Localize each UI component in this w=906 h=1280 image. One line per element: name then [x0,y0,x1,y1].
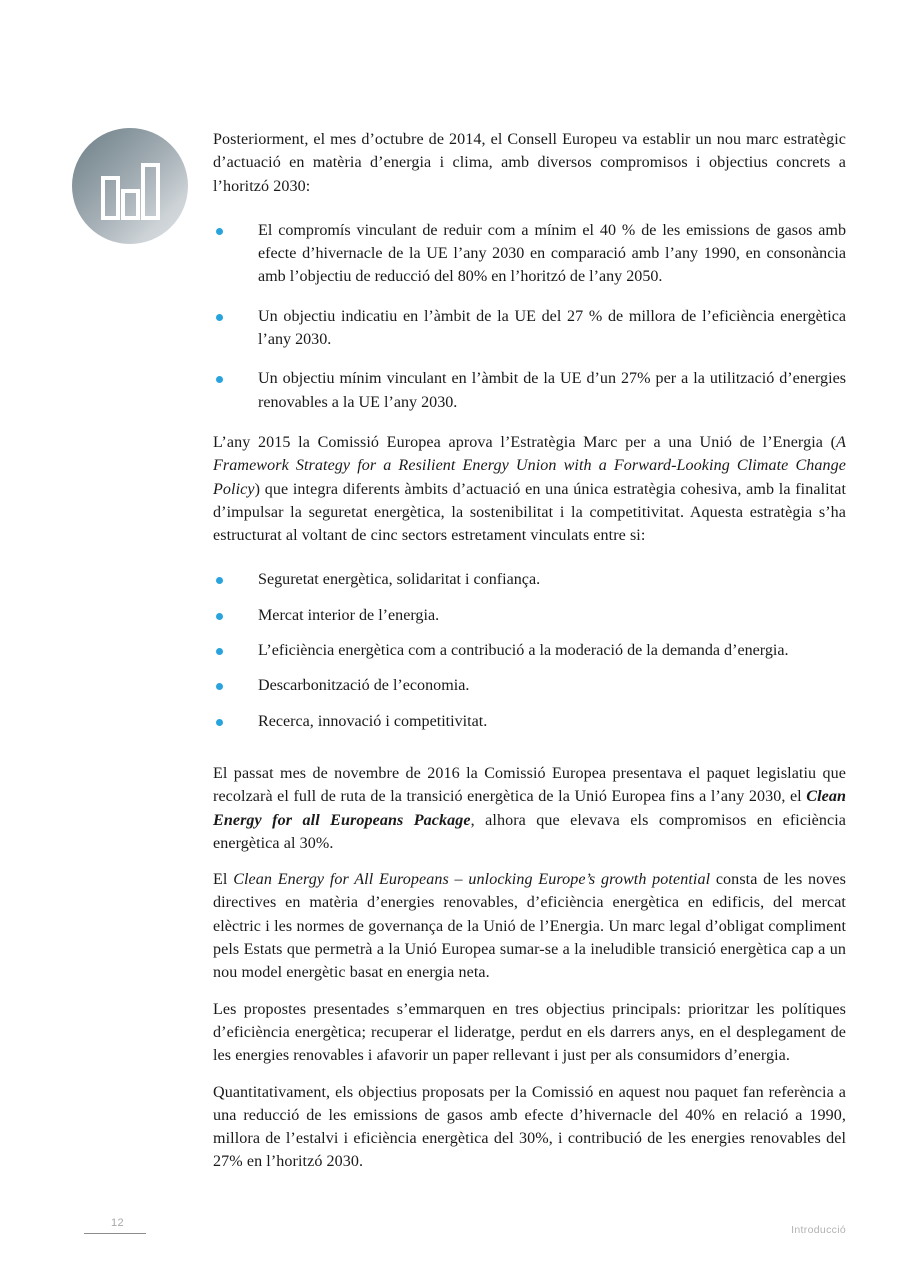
list-item-label: L’eficiència energètica com a contribució a la moderació de la demanda d’energia. [258,642,789,660]
bullet-dot-icon [216,376,223,383]
list-item-label: Un objectiu indicatiu en l’àmbit de la UE del 27 % de millora de l’eficiència energètica l’any 2030. [258,307,846,349]
footer-left [84,1217,224,1234]
list-item-label: Recerca, innovació i competitivitat. [258,712,488,730]
spacer [213,745,846,762]
list-item [213,305,846,352]
spacer [213,560,846,568]
paragraph-proposals: Les propostes presentades s’emmarquen en tres objectius principals: prioritzar les polítiques d’eficiència energètica; recuperar el lideratge, perdut en els darrers anys, en el desplegament de les energies renovables i afavorir un paper rellevant i just per als consumidors d’energia. [213,1000,846,1065]
paragraph-directives-lead: El [213,871,234,889]
footer-section-label: Introducció [791,1224,846,1236]
paragraph-strategy-lead: L’any 2015 la Comissió Europea aprova l’Estratègia Marc per a una Unió de l’Energia ( [213,433,837,451]
bullet-dot-icon [216,228,223,235]
list-item-label: Mercat interior de l’energia. [258,606,440,624]
list-item [213,219,846,289]
list-item [213,639,846,662]
page-text-column [213,128,846,1174]
footer-divider [84,1233,146,1234]
spacer [213,211,846,219]
list-item [213,674,846,697]
list-item [213,367,846,414]
list-item-label: Descarbonització de l’economia. [258,677,470,695]
paragraph-directives [213,868,846,984]
paragraph-intro: Posteriorment, el mes d’octubre de 2014, el Consell Europeu va establir un nou marc estratègic d’actuació en matèria d’energia i clima, amb diversos compromisos i objectius concrets a l’horitzó 2030: [213,131,846,195]
sectors-list [213,568,846,732]
list-item [213,568,846,591]
bullet-dot-icon [216,648,223,655]
paragraph-quantitative: Quantitativament, els objectius proposats per la Comissió en aquest nou paquet fan referència a una reducció de les emissions de gasos amb efecte d’hivernacle del 40% en relació a 1990, millora de l’estalvi i eficiència energètica del 30%, i contribució de les energies renovables del 27% en l’horitzó 2030. [213,1083,846,1171]
list-item [213,710,846,733]
bullet-dot-icon [216,314,223,321]
paragraph-package-lead: El passat mes de novembre de 2016 la Comissió Europea presentava el paquet legislatiu que recolzarà el full de ruta de la transició energètica de la Unió Europea fins a l’any 2030, el [213,764,846,806]
bar-chart-icon [72,128,188,244]
bullet-dot-icon [216,577,223,584]
paragraph-directives-tail: consta de les noves directives en matèria d’energies renovables, d’eficiència energètica en edificis, del mercat elèctric i les normes de governança de la Unió de l’Energia. Un marc legal d’obligat compliment pels Estats que permetrà a la Unió Europea sumar-se a la ineludible transició energètica cap a un nou model energètic basat en energia neta. [213,871,846,982]
paragraph-strategy-title: A Framework Strategy for a Resilient Energy Union with a Forward-Looking Climate Change Policy [213,433,846,498]
objectives-list [213,219,846,414]
paragraph-strategy-tail: ) que integra diferents àmbits d’actuació en una única estratègia cohesiva, amb la finalitat d’impulsar la seguretat energètica, la sostenibilitat i la competitivitat. Aquesta estratègia s’ha estructurat al voltant de cinc sectors estretament vinculats entre si: [213,480,846,545]
list-item-label: Un objectiu mínim vinculant en l’àmbit de la UE d’un 27% per a la utilització d’energies renovables a la UE l’any 2030. [258,370,846,411]
spacer [213,414,846,431]
list-item-label: Seguretat energètica, solidaritat i confiança. [258,571,541,589]
page-number: 12 [111,1217,125,1229]
paragraph-package-tail: , alhora que elevava els compromisos en eficiència energètica al 30%. [213,811,846,852]
paragraph-package [213,762,846,855]
bullet-dot-icon [216,683,223,690]
bullet-dot-icon [216,613,223,620]
list-item [213,604,846,627]
paragraph-directives-title: Clean Energy for All Europeans – unlocking Europe’s growth potential [233,871,711,889]
paragraph-strategy [213,431,846,547]
list-item-label: El compromís vinculant de reduir com a mínim el 40 % de les emissions de gasos amb efecte d’hivernacle de la UE l’any 2030 en comparació amb l’any 1990, en consonància amb l’objectiu de reducció del 80% en l’horitzó de l’any 2050. [258,221,846,286]
paragraph-package-title: Clean Energy for all Europeans Package [213,788,846,829]
bullet-dot-icon [216,719,223,726]
